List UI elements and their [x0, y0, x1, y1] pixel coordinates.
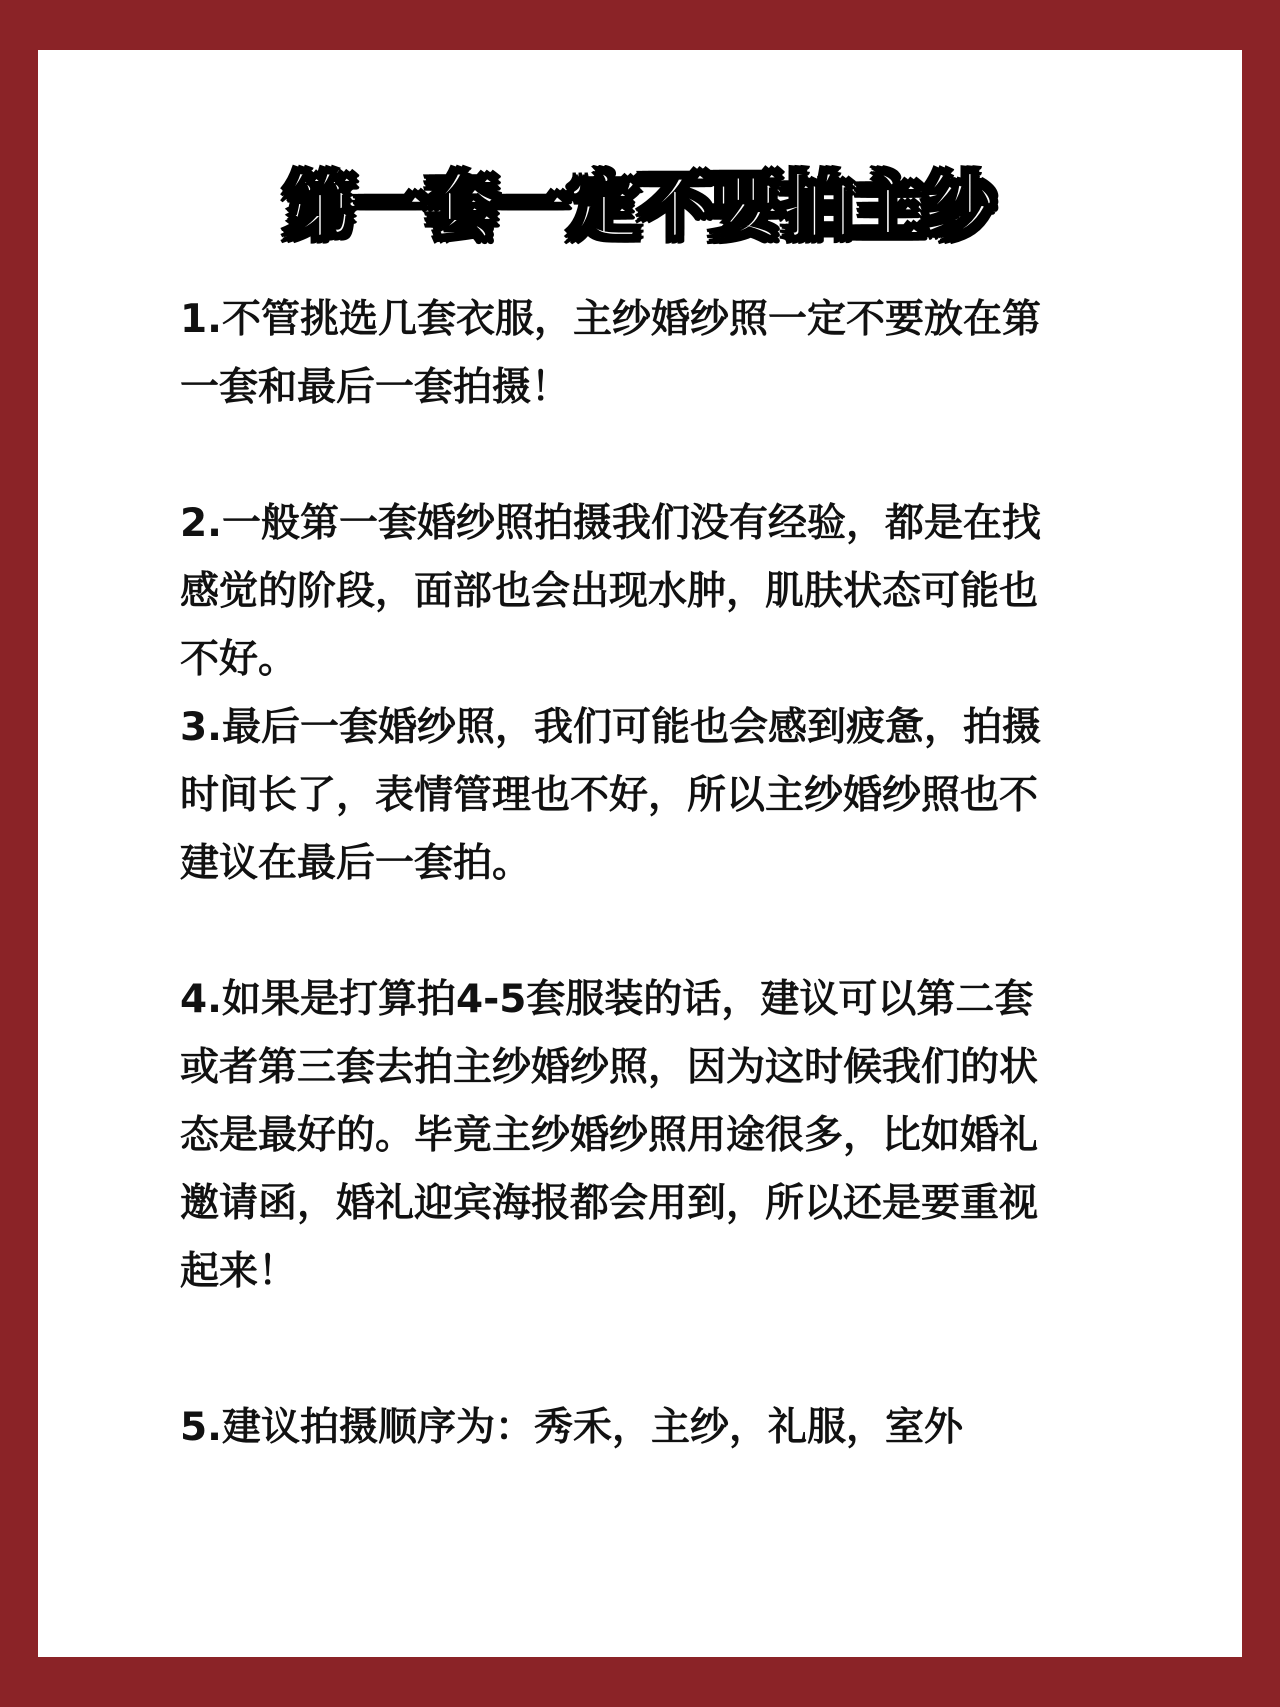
- page-title: 第一套一定不要拍主纱: [285, 166, 995, 248]
- content-card: [38, 50, 1242, 1657]
- paragraph-4: 4.如果是打算拍4-5套服装的话，建议可以第二套 或者第三套去拍主纱婚纱照，因为这时候我们的状 态是最好的。毕竟主纱婚纱照用途很多，比如婚礼 邀请函，婚礼迎宾海报都会用到，所以还是要重视 起来！: [180, 977, 1039, 1294]
- paragraph-1: 1.不管挑选几套衣服，主纱婚纱照一定不要放在第 一套和最后一套拍摄！: [180, 297, 1041, 410]
- paragraph-5: 5.建议拍摄顺序为：秀禾，主纱，礼服，室外: [180, 1405, 963, 1450]
- paragraph-2-3: 2.一般第一套婚纱照拍摄我们没有经验，都是在找 感觉的阶段，面部也会出现水肿，肌肤状态可能也 不好。 3.最后一套婚纱照，我们可能也会感到疲惫，拍摄 时间长了，表情管理也不好，所以主纱婚纱照也不 建议在最后一套拍。: [180, 501, 1041, 886]
